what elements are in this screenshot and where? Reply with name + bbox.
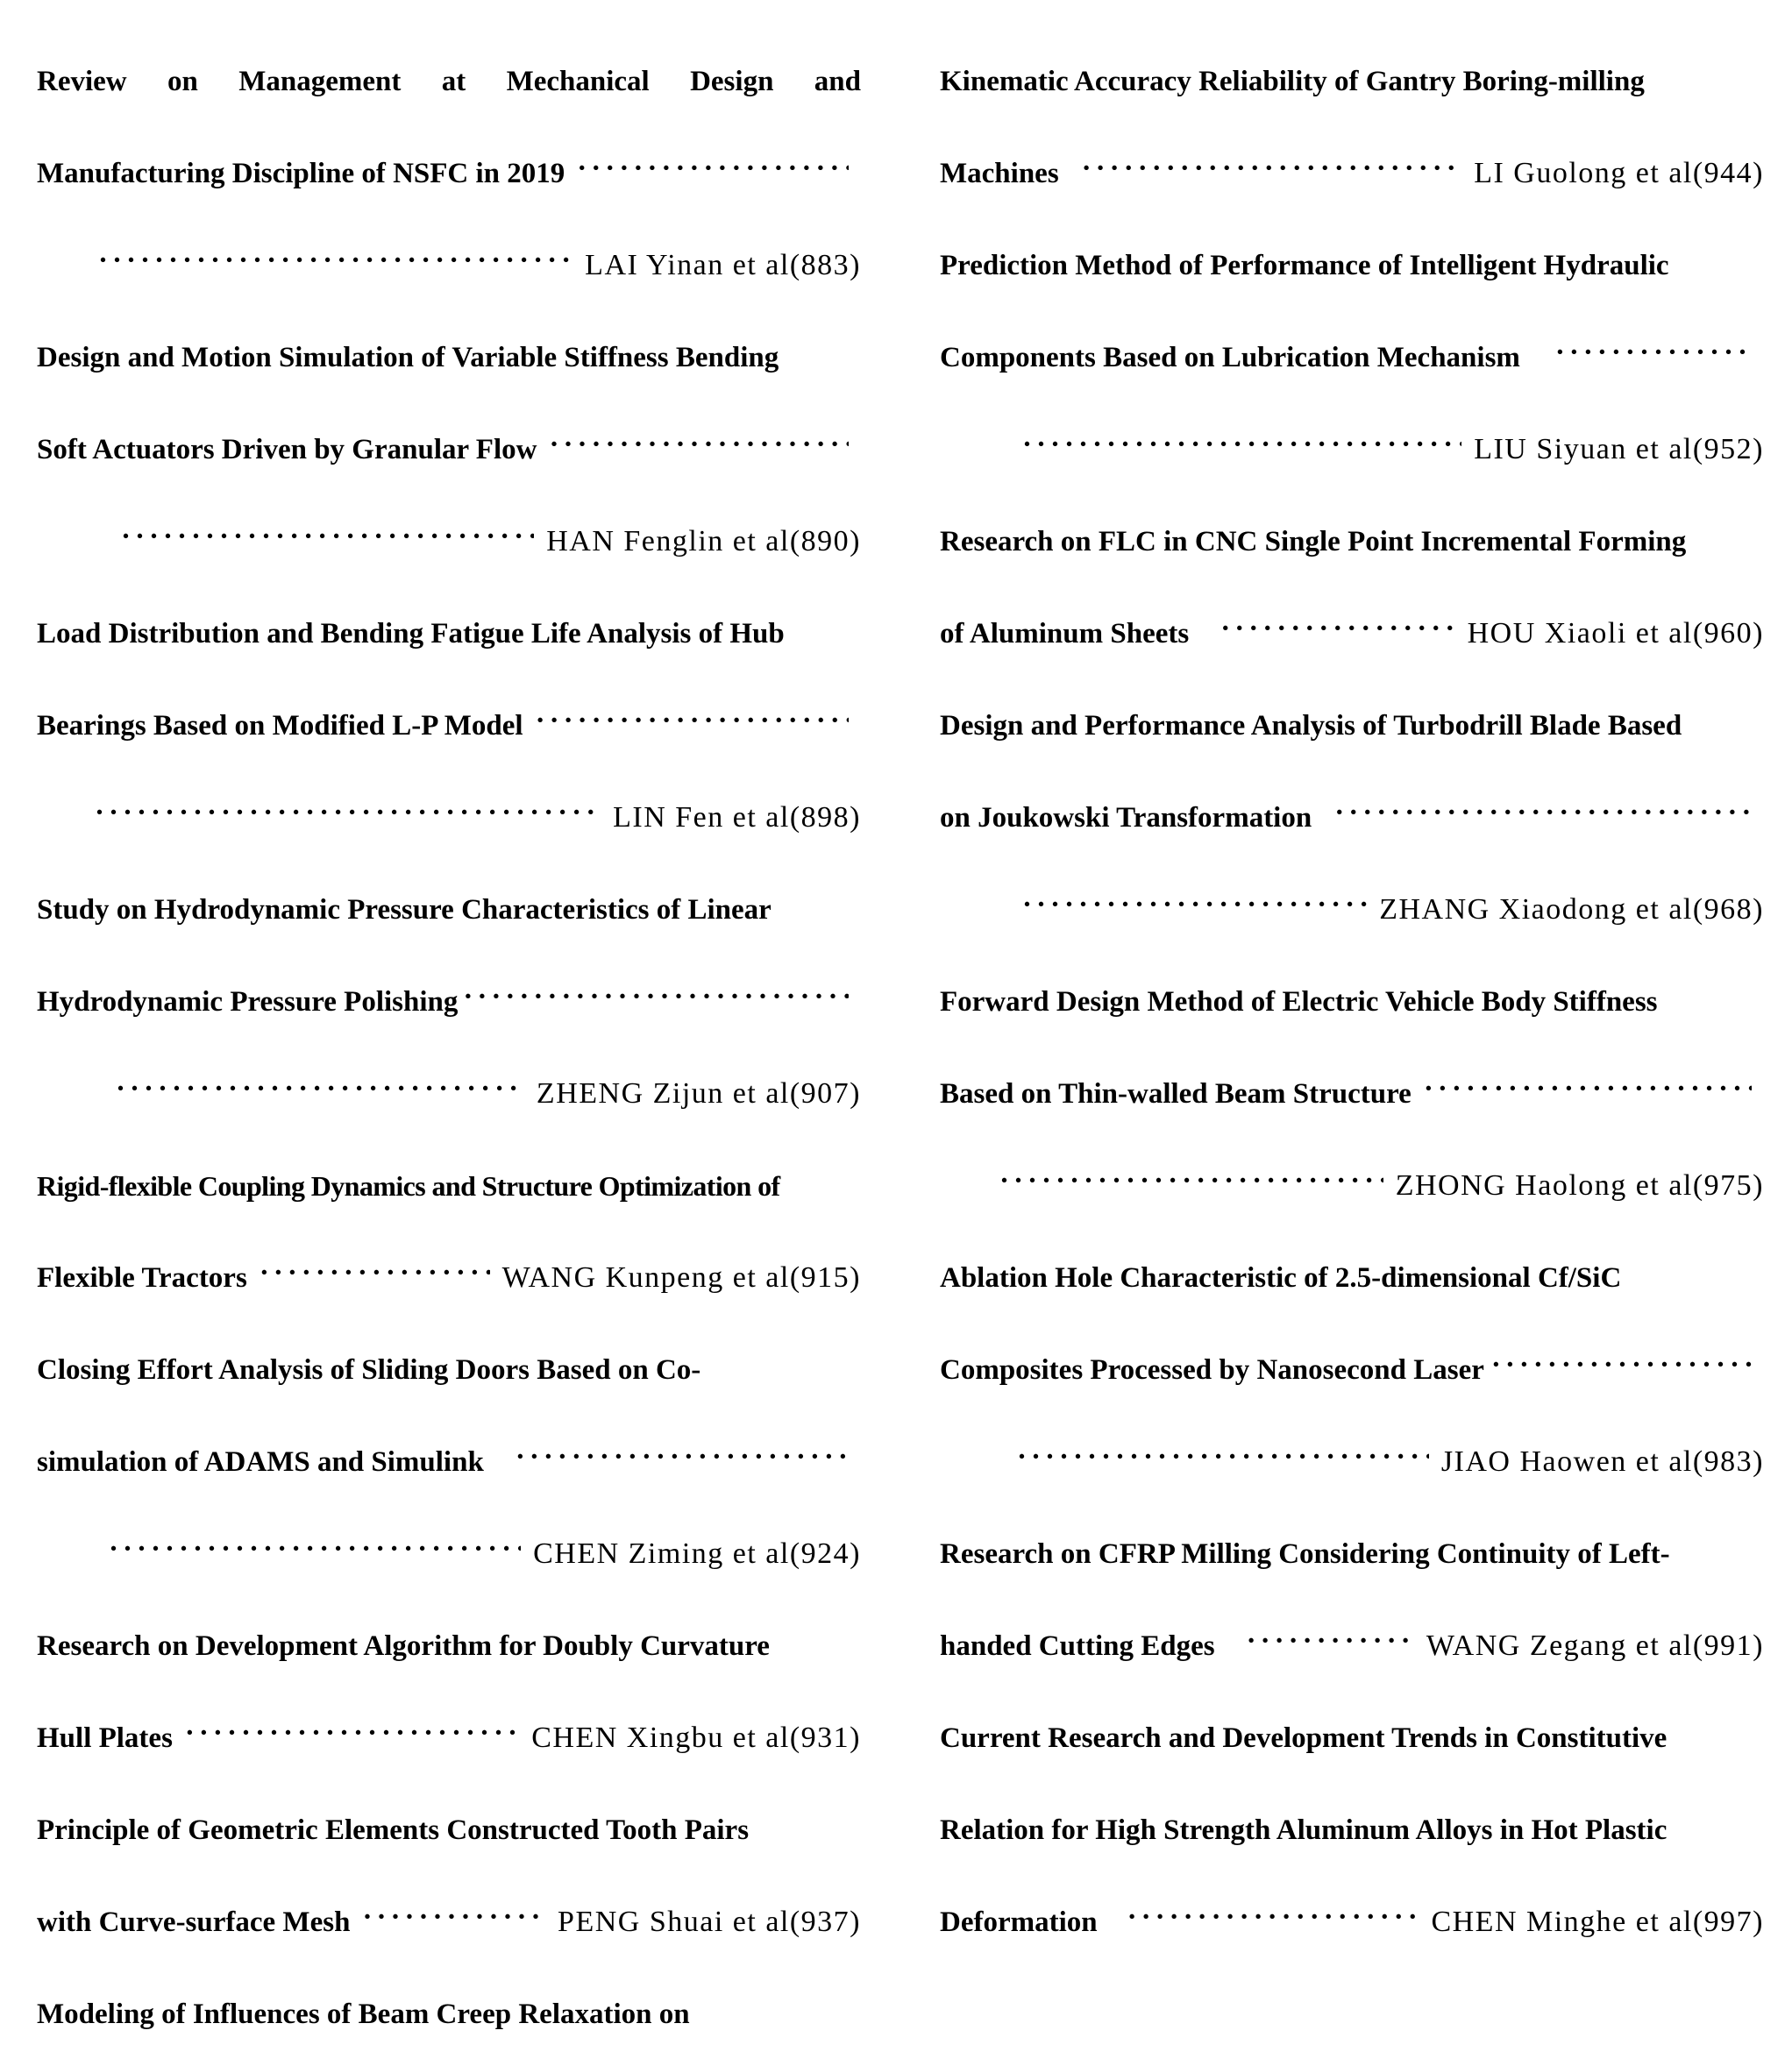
leader-dots: [1022, 430, 1461, 459]
toc-entry-title-line: [37, 311, 861, 404]
title-text: Design and Performance Analysis of Turbodrill Blade Based: [940, 709, 1682, 742]
author-page: LIN Fen et al(898): [613, 801, 861, 834]
title-word: on: [167, 65, 198, 97]
toc-entry-title-line: [940, 311, 1764, 404]
toc-entry-title-line: [37, 1692, 861, 1785]
toc-entry-title-line: [37, 1784, 861, 1877]
title-word: Mechanical: [506, 65, 650, 97]
author-page: JIAO Haowen et al(983): [1440, 1445, 1764, 1478]
author-page: LIU Siyuan et al(952): [1474, 433, 1764, 465]
leader-dots: [98, 246, 572, 275]
toc-entry-title-line: [37, 35, 861, 128]
leader-dots: [516, 1443, 849, 1472]
title-text: Load Distribution and Bending Fatigue Life Analysis of Hub: [37, 617, 785, 650]
title-text: Flexible Tractors: [37, 1261, 247, 1294]
leader-dots: [116, 1075, 524, 1104]
title-word: and: [814, 65, 861, 97]
title-text: Research on Development Algorithm for Doubly Curvature: [37, 1629, 770, 1662]
leader-dots: [999, 1167, 1383, 1196]
leader-dots: [1220, 614, 1454, 643]
leader-dots: [1082, 154, 1462, 183]
toc-entry-title-line: [940, 219, 1764, 312]
toc-entry-author-line: [940, 1139, 1764, 1232]
leader-dots: [1424, 1075, 1752, 1104]
toc-entry-title-line: [940, 1876, 1764, 1969]
author-page: ZHENG Zijun et al(907): [536, 1077, 861, 1110]
leader-dots: [260, 1259, 490, 1288]
toc-entry-title-line: [940, 1324, 1764, 1416]
title-text: Soft Actuators Driven by Granular Flow: [37, 433, 537, 465]
title-text: Composites Processed by Nanosecond Laser: [940, 1353, 1484, 1386]
title-text: Research on FLC in CNC Single Point Incremental Forming: [940, 525, 1687, 557]
title-text: Research on CFRP Milling Considering Continuity of Left-: [940, 1537, 1670, 1570]
title-text: Kinematic Accuracy Reliability of Gantry Boring-milling: [940, 65, 1645, 97]
title-text: Rigid-flexible Coupling Dynamics and Structure Optimization of: [37, 1169, 780, 1202]
toc-entry-title-line: [940, 35, 1764, 128]
leader-dots: [463, 983, 849, 1012]
toc-entry-title-line: [940, 1692, 1764, 1785]
leader-dots: [1127, 1903, 1419, 1932]
toc-entry-title-line: [37, 863, 861, 956]
author-page: ZHANG Xiaodong et al(968): [1379, 893, 1764, 926]
title-text: Deformation: [940, 1906, 1098, 1938]
title-text: Modeling of Influences of Beam Creep Relaxation on: [37, 1998, 690, 2030]
toc-entry-title-line: [37, 955, 861, 1048]
toc-entry-title-line: [940, 1784, 1764, 1877]
toc-entry-title-line: [940, 587, 1764, 680]
author-page: CHEN Xingbu et al(931): [531, 1722, 861, 1754]
leader-dots: [121, 522, 534, 551]
title-text: of Aluminum Sheets: [940, 617, 1190, 650]
leader-dots: [1017, 1443, 1429, 1472]
leader-dots: [1247, 1627, 1414, 1656]
toc-entry-title-line: [940, 679, 1764, 772]
toc-entry-title-line: [37, 1876, 861, 1969]
leader-dots: [536, 706, 849, 735]
toc-entry-title-line: [940, 1232, 1764, 1324]
leader-dots: [1555, 338, 1752, 367]
toc-entry-title-line: [940, 771, 1764, 864]
author-page: CHEN Minghe et al(997): [1431, 1906, 1764, 1938]
title-text: Based on Thin-walled Beam Structure: [940, 1077, 1412, 1110]
toc-entry-author-line: [37, 1508, 861, 1601]
toc-entry-title-line: [37, 1139, 861, 1232]
leader-dots: [1491, 1351, 1752, 1380]
title-text: Bearings Based on Modified L-P Model: [37, 709, 523, 742]
title-text: Closing Effort Analysis of Sliding Doors Based on Co-: [37, 1353, 701, 1386]
toc-entry-title-line: [37, 1324, 861, 1416]
title-word: Management: [238, 65, 402, 97]
toc-entry-author-line: [940, 1416, 1764, 1509]
author-page: HAN Fenglin et al(890): [546, 525, 861, 557]
title-text: Manufacturing Discipline of NSFC in 2019: [37, 157, 565, 189]
toc-entry-title-line: [37, 587, 861, 680]
author-page: CHEN Ziming et al(924): [533, 1537, 861, 1570]
leader-dots: [109, 1535, 521, 1564]
title-text: handed Cutting Edges: [940, 1629, 1215, 1662]
title-text: Ablation Hole Characteristic of 2.5-dimensional Cf/SiC: [940, 1261, 1622, 1294]
title-text: Prediction Method of Performance of Intelligent Hydraulic: [940, 249, 1669, 281]
author-page: LI Guolong et al(944): [1474, 157, 1764, 189]
author-page: WANG Kunpeng et al(915): [501, 1261, 861, 1294]
title-word: Design: [690, 65, 774, 97]
title-text: simulation of ADAMS and Simulink: [37, 1445, 484, 1478]
leader-dots: [362, 1903, 545, 1932]
toc-entry-title-line: [37, 127, 861, 220]
title-text: [37, 66, 861, 98]
toc-entry-author-line: [37, 1047, 861, 1140]
title-text: with Curve-surface Mesh: [37, 1906, 351, 1938]
title-text: Hull Plates: [37, 1722, 173, 1754]
title-text: Machines: [940, 157, 1059, 189]
toc-entry-title-line: [37, 1416, 861, 1509]
toc-entry-author-line: [37, 495, 861, 588]
toc-entry-title-line: [940, 955, 1764, 1048]
leader-dots: [1022, 891, 1367, 919]
toc-entry-title-line: [37, 1232, 861, 1324]
title-word: at: [441, 65, 466, 97]
author-page: WANG Zegang et al(991): [1426, 1629, 1764, 1662]
author-page: PENG Shuai et al(937): [558, 1906, 861, 1938]
title-text: Study on Hydrodynamic Pressure Characteristics of Linear: [37, 893, 772, 926]
leader-dots: [95, 799, 601, 827]
toc-entry-title-line: [37, 1968, 861, 2061]
toc-entry-author-line: [37, 219, 861, 312]
toc-entry-title-line: [940, 1508, 1764, 1601]
toc-entry-author-line: [37, 771, 861, 864]
leader-dots: [185, 1719, 519, 1748]
author-page: LAI Yinan et al(883): [585, 249, 861, 281]
title-text: Hydrodynamic Pressure Polishing: [37, 985, 459, 1018]
toc-entry-title-line: [37, 679, 861, 772]
title-word: Review: [37, 65, 127, 97]
leader-dots: [549, 430, 849, 459]
leader-dots: [1334, 799, 1752, 827]
title-text: Relation for High Strength Aluminum Alloys in Hot Plastic: [940, 1814, 1668, 1846]
title-text: Design and Motion Simulation of Variable Stiffness Bending: [37, 341, 779, 373]
title-text: on Joukowski Transformation: [940, 801, 1312, 834]
toc-entry-author-line: [940, 863, 1764, 956]
title-text: Components Based on Lubrication Mechanism: [940, 341, 1520, 373]
toc-entry-title-line: [940, 495, 1764, 588]
leader-dots: [577, 154, 849, 183]
author-page: ZHONG Haolong et al(975): [1395, 1169, 1764, 1202]
toc-entry-title-line: [940, 1047, 1764, 1140]
toc-entry-title-line: [37, 403, 861, 496]
title-text: Forward Design Method of Electric Vehicle Body Stiffness: [940, 985, 1658, 1018]
toc-entry-title-line: [940, 127, 1764, 220]
toc-entry-author-line: [940, 403, 1764, 496]
author-page: HOU Xiaoli et al(960): [1467, 617, 1764, 650]
toc-entry-title-line: [940, 1600, 1764, 1693]
title-text: Current Research and Development Trends in Constitutive: [940, 1722, 1668, 1754]
toc-entry-title-line: [37, 1600, 861, 1693]
title-text: Principle of Geometric Elements Constructed Tooth Pairs: [37, 1814, 750, 1846]
